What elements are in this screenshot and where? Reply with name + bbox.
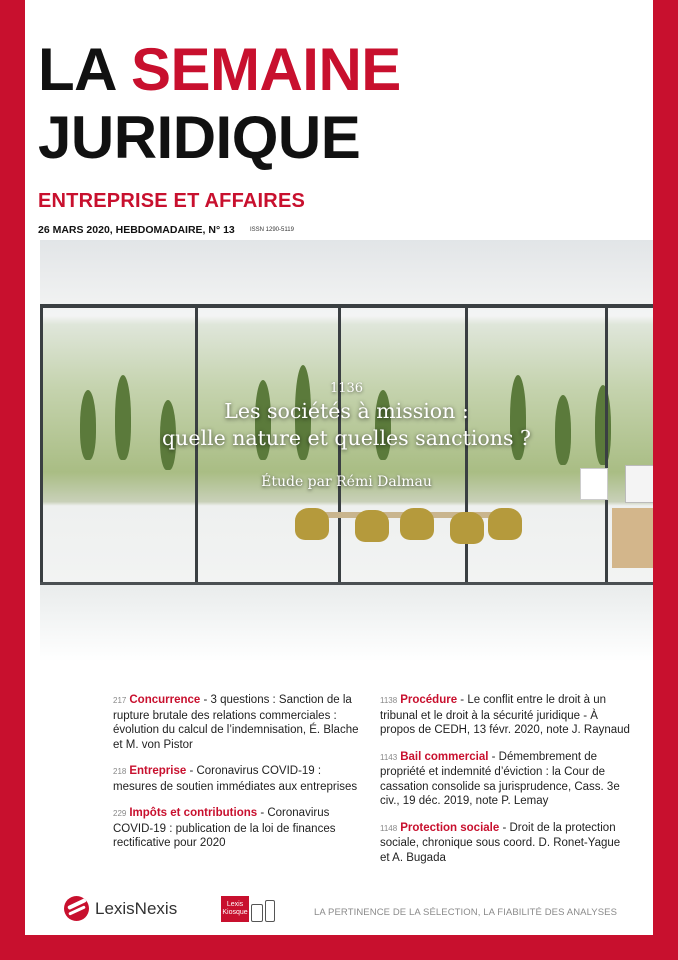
kiosque-icon: Lexis Kiosque xyxy=(221,896,249,922)
issue-dateline: 26 MARS 2020, HEBDOMADAIRE, N° 13 xyxy=(38,224,235,236)
masthead-title-line2: JURIDIQUE xyxy=(38,104,361,171)
article-title xyxy=(40,398,653,452)
toc-item: 1148 Protection sociale - Droit de la protection sociale, chronique sous coord. D. Ronet-Yague et A. Bugada xyxy=(380,821,621,864)
tablet-icon xyxy=(251,904,263,922)
lexis-kiosque-badge xyxy=(221,896,275,922)
toc-item: 217 Concurrence - 3 questions : Sanction de la rupture brutale des relations commerciales : évolution du calcul de l’indemnisation, É. Blache et M. von Pistor xyxy=(113,694,359,751)
toc-item: 1143 Bail commercial - Démembrement de propriété et indemnité d’éviction : la Cour de cassation consolide sa jurisprudence, Cass. 3e civ., 19 déc. 2019, note P. Lemay xyxy=(380,750,620,807)
masthead-title-line1 xyxy=(38,36,401,103)
title-semaine: SEMAINE xyxy=(130,36,401,103)
article-title-line2: quelle nature et quelles sanctions ? xyxy=(162,426,531,450)
cover-photo xyxy=(40,240,653,662)
title-la: LA xyxy=(38,36,115,103)
toc-item: 218 Entreprise - Coronavirus COVID-19 : mesures de soutien immédiates aux entreprises xyxy=(113,765,358,793)
lexisnexis-globe-icon xyxy=(64,896,89,921)
article-author: Étude par Rémi Dalmau xyxy=(261,474,432,490)
lexisnexis-logo xyxy=(64,896,177,921)
toc-item: 1138 Procédure - Le conflit entre le droit à un tribunal et le droit à la sécurité juridique - À propos de CEDH, 13 févr. 2020, note J. Raynaud xyxy=(380,694,630,736)
footer-tagline: LA PERTINENCE DE LA SÉLECTION, LA FIABILITÉ DES ANALYSES xyxy=(314,907,618,918)
red-side-strip xyxy=(653,240,678,935)
article-title-line1: Les sociétés à mission : xyxy=(224,399,469,423)
toc-left-column xyxy=(113,693,359,863)
logo-text: LexisNexis xyxy=(95,898,178,918)
toc-right-column xyxy=(380,693,630,877)
masthead-subtitle: ENTREPRISE ET AFFAIRES xyxy=(38,190,306,212)
phone-icon xyxy=(265,900,275,922)
toc-item: 229 Impôts et contributions - Coronavirus COVID-19 : publication de la loi de finances rectificative pour 2020 xyxy=(113,807,336,849)
issn-number: ISSN 1290-5119 xyxy=(250,227,294,233)
article-number: 1136 xyxy=(329,381,364,396)
